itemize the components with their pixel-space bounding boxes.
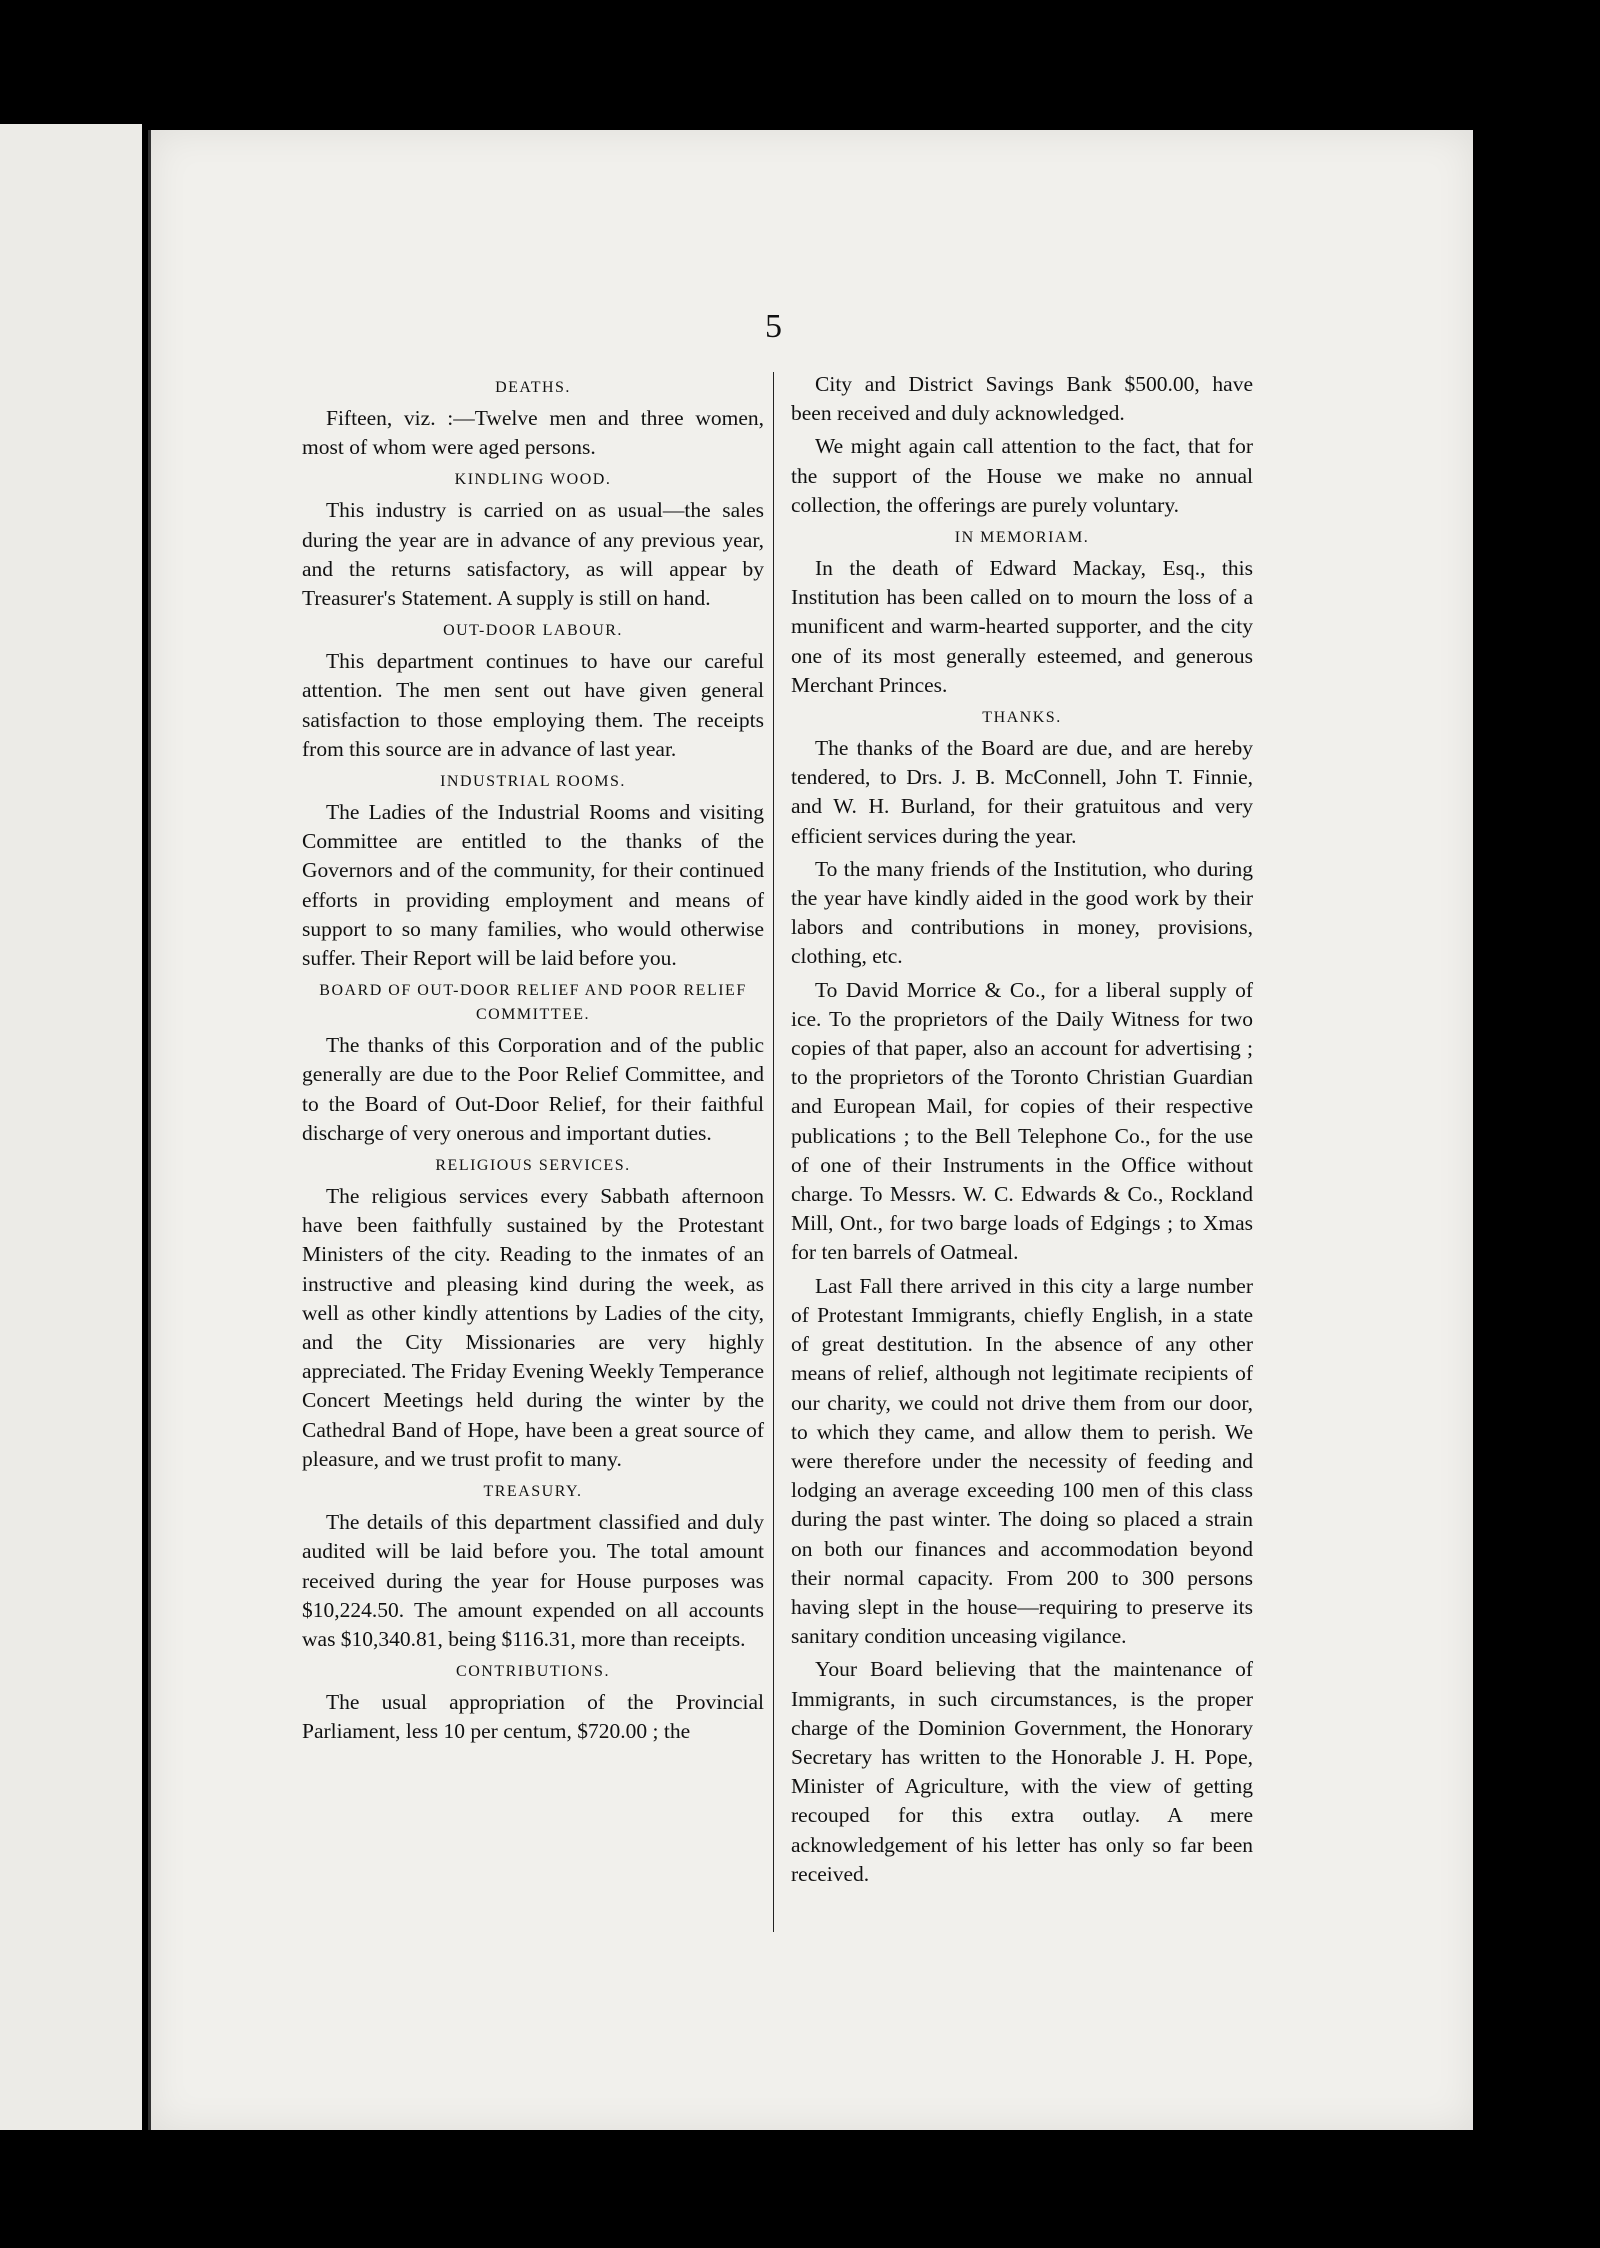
facing-page-edge — [0, 124, 142, 2130]
page-number: 5 — [765, 308, 782, 345]
paragraph: Fifteen, viz. :—Twelve men and three women, most of whom were aged persons. — [302, 406, 764, 460]
section-heading: INDUSTRIAL ROOMS. — [440, 773, 626, 791]
paragraph: The usual appropriation of the Provincial Parliament, less 10 per centum, $720.00 ; the — [302, 1690, 764, 1744]
paragraph: The thanks of this Corporation and of the public generally are due to the Poor Relief Committee, and to the Board of Out-Door Relief, for their faithful discharge of very onerous and important duties. — [302, 1033, 764, 1145]
paragraph: The thanks of the Board are due, and are hereby tendered, to Drs. J. B. McConnell, John T. Finnie, and W. H. Burland, for their gratuitous and very efficient services during the year. — [791, 736, 1253, 848]
column-divider — [773, 372, 774, 1932]
section-heading: DEATHS. — [495, 379, 571, 396]
paragraph: The religious services every Sabbath afternoon have been faithfully sustained by the Protestant Ministers of the city. Reading to the inmates of an instructive and pleasing kind during the week, as well as other kindly attentions by Ladies of the city, and the City Missionaries are very highly appreciated. The Friday Evening Weekly Temperance Concert Meetings held during the winter by the Cathedral Band of Hope, have been a great source of pleasure, and we trust profit to many. — [302, 1184, 764, 1471]
section-heading: OUT-DOOR LABOUR. — [443, 622, 623, 640]
paragraph: Last Fall there arrived in this city a large number of Protestant Immigrants, chiefly English, in a state of great destitution. In the absence of any other means of relief, although not legitimate recipients of our charity, we could not drive them from our door, to which they came, and allow them to perish. We were therefore under the necessity of feeding and lodging an average exceeding 100 men of this class during the past winter. The doing so placed a strain on both our finances and accommodation beyond their normal capacity. From 200 to 300 persons having slept in the house—requiring to preserve its sanitary condition unceasing vigilance. — [791, 1273, 1253, 1649]
paragraph: To the many friends of the Institution, who during the year have kindly aided in the good work by their labors and contributions in money, provisions, clothing, etc. — [791, 856, 1253, 969]
section-heading: BOARD OF OUT-DOOR RELIEF AND POOR RELIEF COMMITTEE. — [319, 982, 747, 1024]
paragraph: To David Morrice & Co., for a liberal supply of ice. To the proprietors of the Daily Witness for two copies of that paper, also an account for advertising ; to the proprietors of the Toronto Christian Guardian and European Mail, for copies of their respective publications ; to the Bell Telephone Co., for the use of one of their Instruments in the Office without charge. To Messrs. W. C. Edwards & Co., Rockland Mill, Ont., for two barge loads of Edgings ; to Xmas for ten barrels of Oatmeal. — [791, 977, 1253, 1265]
paragraph: We might again call attention to the fact, that for the support of the House we make no annual collection, the offerings are purely voluntary. — [791, 434, 1253, 517]
section-heading: RELIGIOUS SERVICES. — [435, 1157, 631, 1175]
section-heading: TREASURY. — [483, 1483, 583, 1501]
section-heading: THANKS. — [982, 709, 1062, 727]
paragraph: The details of this department classified and duly audited will be laid before you. The total amount received during the year for House purposes was $10,224.50. The amount expended on all accounts was $10,340.81, being $116.31, more than receipts. — [302, 1510, 764, 1651]
paragraph: This department continues to have our careful attention. The men sent out have given general satisfaction to those employing them. The receipts from this source are in advance of last year. — [302, 649, 764, 761]
section-heading: CONTRIBUTIONS. — [456, 1663, 610, 1681]
paragraph: This industry is carried on as usual—the sales during the year are in advance of any previous year, and the returns satisfactory, as will appear by Treasurer's Statement. A supply is still on hand. — [302, 498, 764, 611]
section-heading: KINDLING WOOD. — [454, 471, 612, 489]
paragraph: City and District Savings Bank $500.00, have been received and duly acknowledged. — [791, 372, 1253, 426]
paragraph: In the death of Edward Mackay, Esq., this Institution has been called on to mourn the loss of a munificent and warm-hearted supporter, and the city one of its most generally esteemed, and generous Merchant Princes. — [791, 556, 1253, 697]
right-column — [791, 370, 1253, 1893]
paragraph: Your Board believing that the maintenance of Immigrants, in such circumstances, is the proper charge of the Dominion Government, the Honorary Secretary has written to the Honorable J. H. Pope, Minister of Agriculture, with the view of getting recouped for this extra outlay. A mere acknowledgement of his letter has only so far been received. — [791, 1657, 1253, 1886]
left-column — [302, 370, 764, 1751]
paragraph: The Ladies of the Industrial Rooms and visiting Committee are entitled to the thanks of the Governors and of the community, for their continued efforts in providing employment and means of support to so many families, who would otherwise suffer. Their Report will be laid before you. — [302, 800, 764, 971]
section-heading: IN MEMORIAM. — [954, 529, 1090, 547]
